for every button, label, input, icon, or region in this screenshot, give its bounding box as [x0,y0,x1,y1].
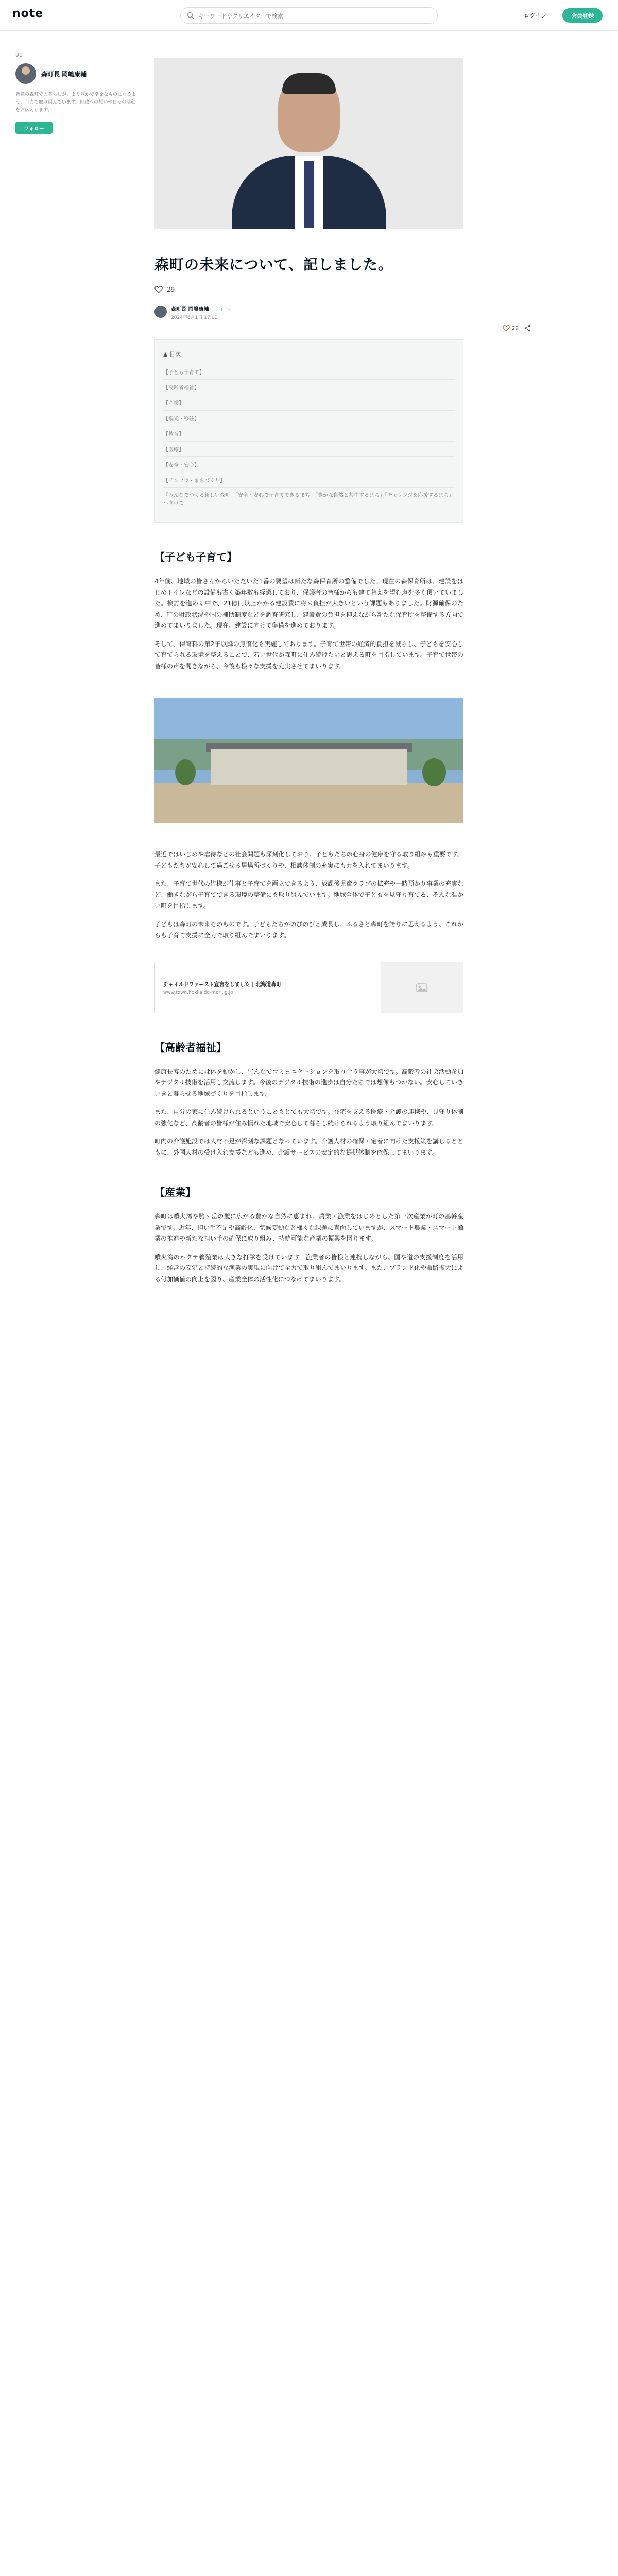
body-paragraph: 4年前、地域の皆さんからいただいた1番の要望は新たな森保育所の整備でした。現在の森保育所は、建設をはじめトイレなどの設備も古く築年数も経過しており、保護者の皆様からも建て替えを望む声を多く頂いていました。検討を進める中で、21億円以上かかる建設費に将来負担が大きいという課題もありました。財源確保のため、町の財政状況や国の補助制度などを調査研究し、建設費の負担を抑えながら新たな保育所を整備する方向で進めてまいりました。現在、建設に向けて準備を進めております。 [154,578,464,629]
article-main [154,58,464,1285]
body-paragraph: 森町は噴火湾や駒ヶ岳の麓に広がる豊かな自然に恵まれ、農業・漁業をはじめとした第一次産業が町の基幹産業です。近年、担い手不足や高齢化、気候変動など様々な課題に直面していますが、スマート農業・スマート漁業の推進や新たな担い手の確保に取り組み、持続可能な産業の振興を図ります。 [154,1213,464,1242]
toc-item[interactable]: 【インフラ・まちづくり】 [163,472,455,488]
heart-icon [503,325,510,332]
byline [154,303,464,320]
byline-name[interactable]: 森町長 岡嶋康輔 [171,307,209,312]
author-sidebar [15,52,139,134]
sidebar-count: 91 [15,52,23,58]
byline-date: 2024年6月1日 17:01 [171,315,218,320]
byline-avatar[interactable] [154,306,167,318]
float-share[interactable] [524,325,531,332]
float-like[interactable] [503,325,519,332]
share-icon [524,325,531,332]
toc-item[interactable]: 【安全・安心】 [163,457,455,472]
hero-image [154,58,464,229]
image-placeholder-icon [416,981,428,994]
section-heading: 【高齢者福祉】 [154,1041,227,1054]
global-header [0,0,618,31]
link-card-url: www.town.hokkaido-mori.lg.jp [163,990,233,995]
body-paragraph: また、子育て世代の皆様が仕事と子育てを両立できるよう、放課後児童クラブの拡充や一時預かり事業の充実など、働きながら子育てできる環境の整備にも取り組んでいます。地域全体で子どもを見守り育てる、そんな温かい町を目指します。 [154,880,464,909]
search-input[interactable] [198,11,430,21]
body-paragraph: 子どもは森町の未来そのものです。子どもたちがのびのびと成長し、ふるさと森町を誇りに思えるよう、これからも子育て支援に全力で取り組んでまいります。 [154,920,464,939]
search-bar[interactable] [180,7,438,24]
toc-item[interactable]: 【教育】 [163,426,455,442]
toc-item[interactable]: 【産業】 [163,395,455,411]
author-name[interactable]: 森町長 岡嶋康輔 [41,70,87,78]
section-heading: 【子ども子育て】 [154,551,237,563]
table-of-contents [154,339,464,523]
follow-button[interactable]: フォロー [15,122,53,134]
link-card[interactable] [154,962,464,1013]
body-paragraph: そして、保育料の第2子以降の無償化も実施しております。子育て世帯の経済的負担を減らし、子どもを安心して育てられる環境を整えることで、若い世代が森町に住み続けたいと思える町を目指しています。子育て世帯の皆様の声を聞きながら、今後も様々な支援を充実させてまいります。 [154,640,464,670]
toc-item[interactable]: 「みんなでつくる新しい森町」「安全・安心で子育てできるまち」「豊かな自然と共生するまち」「チャレンジを応援するまち」へ向けて [163,488,455,512]
avatar[interactable] [15,63,36,84]
author-description: 皆様の森町での暮らしが、より豊かで幸せなものになるよう、全力で取り組んでいます。町政への想いや日々の活動をお伝えします。 [15,92,136,113]
like-row[interactable] [154,285,464,294]
toc-item[interactable]: 【医療】 [163,442,455,457]
byline-follow[interactable]: フォロー [214,307,233,312]
heart-icon[interactable] [154,285,163,294]
body-paragraph: 健康長寿のためには体を動かし、皆んなでコミュニケーションを取り合う事が大切です。高齢者の社会活動参加やデジタル技術を活用し交流します。今後のデジタル技術の進歩は自分たちでは想像もつかない。安心していきいきと暮らせる地域づくりを目指します。 [154,1067,464,1097]
toc-item[interactable]: 【子ども子育て】 [163,364,455,380]
body-paragraph: また、自分の家に住み続けられるということもとても大切です。在宅を支える医療・介護の連携や、見守り体制の強化など、高齢者の皆様が住み慣れた地域で安心して暮らし続けられるよう取り組んでまいります。 [154,1108,464,1127]
toc-heading: ▲ 目次 [163,351,181,358]
body-paragraph: 町内の介護施設では人材不足が深刻な課題となっています。介護人材の確保・定着に向けた支援策を講じるとともに、外国人材の受け入れ支援なども進め、介護サービスの安定的な提供体制を確保してまいります。 [154,1138,464,1156]
toc-item[interactable]: 【観光・移住】 [163,411,455,426]
signup-button[interactable]: 会員登録 [562,8,603,23]
facility-photo [154,698,464,823]
body-paragraph: 最近ではいじめや虐待などの社会問題も深刻化しており、子どもたちの心身の健康を守る取り組みも重要です。子どもたちが安心して過ごせる居場所づくりや、相談体制の充実にも力を入れてまいります。 [154,851,464,869]
body-paragraph: 噴火湾のホタテ養殖業は大きな打撃を受けています。漁業者の皆様と連携しながら、国や道の支援制度を活用し、経営の安定と持続的な漁業の実現に向けて全力で取り組んでまいります。また、ブランド化や販路拡大による付加価値の向上を図り、産業全体の活性化につなげてまいります。 [154,1253,464,1283]
floating-actions [503,325,531,332]
search-icon [187,12,194,19]
toc-item[interactable]: 【高齢者福祉】 [163,380,455,395]
float-like-count: 29 [512,325,519,331]
login-button[interactable]: ログイン [517,8,553,23]
link-card-thumbnail [381,962,463,1013]
article-title: 森町の未来について、記しました。 [154,256,393,273]
author-row[interactable] [15,63,139,84]
note-logo[interactable]: note [12,7,44,20]
link-card-title: チャイルドファースト宣言をしました | 北海道森町 [163,981,282,988]
like-count: 29 [167,286,175,293]
section-heading: 【産業】 [154,1186,196,1198]
